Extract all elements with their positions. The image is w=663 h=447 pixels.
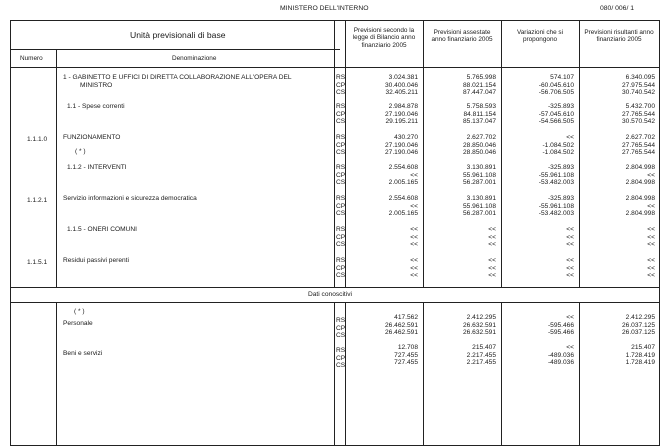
row-value: << [566,272,574,280]
row-code: RS [336,226,346,233]
row-label: 1.1.2 - INTERVENTI [67,164,127,171]
dati-code: CP [336,324,346,332]
row-value: -55.961.108 [538,171,574,179]
row-code: RS [336,195,346,202]
row-value: -325.893 [547,195,574,202]
numero-divider-lower [56,302,57,445]
row-label: ( * ) [75,148,86,155]
row-code: CS [336,241,346,249]
dati-value: 2.412.295 [466,314,496,321]
dati-value: << [566,344,574,351]
page-code: 080/ 006/ 1 [600,5,635,12]
row-value: << [647,264,655,272]
row-value: 2.554.608 [388,164,418,171]
row-value: << [647,272,655,280]
row-code: RS [336,134,346,141]
row-value: << [647,226,655,233]
dati-value: 2.217.455 [466,351,496,359]
row-value: << [488,272,496,280]
row-value: -57.045.610 [538,110,574,118]
row-value: -54.566.505 [538,118,574,126]
header-bottom-border [10,67,660,68]
row-value: 30.400.046 [384,81,418,89]
row-code: RS [336,257,346,264]
dati-value: 26.632.591 [462,329,496,337]
row-code: RS [336,103,346,110]
row-label: 1.1.5 - ONERI COMUNI [67,226,137,233]
dati-code: CS [336,362,346,370]
row-value: 430.270 [394,134,418,141]
dati-value: 1.728.419 [625,359,655,367]
dati-title-border [10,302,660,303]
row-value: 27.765.544 [621,149,655,157]
row-code: CS [336,272,346,280]
row-value: << [647,241,655,249]
row-value: 27.975.544 [621,81,655,89]
row-value: 85.137.047 [462,118,496,126]
row-value: << [488,233,496,241]
col4-header: Previsioni risultanti anno finanziario 2005 [584,29,654,44]
row-value: 3.024.381 [388,74,418,81]
unit-title: Unità previsionali di base [130,30,226,40]
row-label: Servizio informazioni e sicurezza democratica [63,195,197,202]
dati-value: 2.217.455 [466,359,496,367]
dati-value: 727.455 [394,351,418,359]
dati-code: RS [336,347,346,354]
row-value: 56.287.001 [462,210,496,218]
code-divider [334,20,335,287]
dati-label: Personale [63,320,93,327]
row-value: << [410,241,418,249]
dati-value: 26.462.591 [384,321,418,329]
numero-header: Numero [20,55,43,62]
col1-header: Previsioni secondo la legge di Bilancio anno finanziario 2005 [352,27,416,49]
row-code: CP [336,110,346,118]
numero-divider [56,49,57,287]
row-code: RS [336,164,346,171]
dati-value: -595.466 [547,329,574,337]
row-value: << [566,233,574,241]
row-value: 2.554.608 [388,195,418,202]
row-value: 56.287.001 [462,179,496,187]
dati-note: ( * ) [74,308,85,315]
right-border [659,20,660,445]
row-value: << [410,272,418,280]
row-value: 2.005.165 [388,210,418,218]
row-value: 87.447.047 [462,89,496,97]
left-border [10,20,11,445]
dati-code: CP [336,354,346,362]
row-value: 32.405.211 [385,89,418,97]
row-value: -1.084.502 [542,149,574,157]
col3-header: Variazioni che si propongono [516,29,564,44]
row-code: CS [336,149,346,157]
denominazione-header: Denominazione [172,55,217,62]
row-value: << [566,134,574,141]
dati-value: 26.037.125 [621,321,655,329]
row-value: 27.765.544 [621,141,655,149]
row-value: 84.811.154 [463,110,496,118]
dati-code: CS [336,332,346,340]
row-value: 2.804.998 [625,195,655,202]
row-value: 88.021.154 [462,81,496,89]
dati-title: Dati conoscitivi [308,291,352,298]
row-value: << [410,233,418,241]
row-value: 2.627.702 [625,134,655,141]
dati-value: 26.037.125 [621,329,655,337]
row-value: 27.190.046 [384,110,418,118]
row-label: 1.1 - Spese correnti [67,103,125,110]
row-value: << [488,241,496,249]
row-code: CP [336,264,346,272]
dati-code: RS [336,317,346,324]
row-code: CS [336,179,346,187]
row-value: -60.045.610 [538,81,574,89]
dati-value: -489.036 [547,351,574,359]
row-value: 55.961.108 [462,202,496,210]
unit-title-divider [10,49,340,50]
row-code: CP [336,81,346,89]
ministry-title: MINISTERO DELL'INTERNO [280,5,369,12]
row-value: -1.084.502 [542,141,574,149]
row-value: 574.107 [550,74,574,81]
row-value: -325.893 [547,103,574,110]
row-number: 1.1.2.1 [27,197,48,204]
row-label: FUNZIONAMENTO [63,134,121,141]
row-value: << [647,233,655,241]
row-value: 28.850.046 [462,149,496,157]
row-code: CS [336,210,346,218]
row-value: 5.432.700 [625,103,655,110]
row-code: CP [336,141,346,149]
row-value: 55.961.108 [462,171,496,179]
row-value: << [488,226,496,233]
dati-value: 26.462.591 [384,329,418,337]
row-value: 3.130.891 [466,195,496,202]
row-value: 27.765.544 [621,110,655,118]
dati-value: 1.728.419 [625,351,655,359]
row-value: -56.706.505 [538,89,574,97]
dati-value: 12.708 [397,344,418,351]
row-value: 2.804.998 [625,210,655,218]
row-value: 2.804.998 [625,179,655,187]
row-value: 5.758.593 [466,103,496,110]
row-value: << [647,202,655,210]
row-value: 2.804.998 [625,164,655,171]
dati-value: << [566,314,574,321]
row-value: -325.893 [547,164,574,171]
row-value: 6.340.095 [625,74,655,81]
row-value: << [647,171,655,179]
table-top-border [10,20,660,21]
dati-value: 417.562 [394,314,418,321]
dati-top-border [10,287,660,288]
dati-value: 215.407 [631,344,655,351]
row-value: -53.482.003 [538,179,574,187]
row-value: 30.570.542 [621,118,655,126]
row-value: << [647,257,655,264]
row-number: 1.1.1.0 [27,136,48,143]
dati-value: -595.466 [547,321,574,329]
row-value: << [410,171,418,179]
row-code: CP [336,171,346,179]
row-value: << [566,226,574,233]
row-label: Residui passivi perenti [63,257,129,264]
row-value: << [566,264,574,272]
row-value: << [410,264,418,272]
row-value: 2.005.165 [388,179,418,187]
row-value: << [410,226,418,233]
col2-header: Previsioni assestate anno finanziario 2005 [431,29,493,44]
row-number: 1.1.5.1 [27,259,48,266]
row-value: << [566,241,574,249]
row-value: << [410,257,418,264]
code-divider-lower [334,302,335,445]
row-value: 27.190.046 [384,149,418,157]
row-value: 5.765.998 [466,74,496,81]
row-value: 2.984.878 [388,103,418,110]
row-value: -53.482.003 [538,210,574,218]
row-label: MINISTRO [80,82,113,89]
row-value: << [566,257,574,264]
row-label: 1 - GABINETTO E UFFICI DI DIRETTA COLLABORAZIONE ALL'OPERA DEL [63,74,292,81]
row-value: 28.850.046 [462,141,496,149]
dati-value: 727.455 [394,359,418,367]
row-value: -55.961.108 [538,202,574,210]
row-code: CS [336,118,346,126]
dati-value: 26.632.591 [462,321,496,329]
row-value: 30.740.542 [621,89,655,97]
row-value: 2.627.702 [466,134,496,141]
row-code: CP [336,202,346,210]
dati-value: -489.036 [547,359,574,367]
table-bottom-border [10,445,660,446]
dati-value: 2.412.295 [625,314,655,321]
row-code: RS [336,74,346,81]
row-value: << [488,264,496,272]
row-value: << [488,257,496,264]
row-value: << [410,202,418,210]
row-code: CS [336,89,346,97]
row-value: 3.130.891 [466,164,496,171]
row-value: 27.190.046 [384,141,418,149]
row-value: 29.195.211 [385,118,418,126]
row-code: CP [336,233,346,241]
dati-label: Beni e servizi [63,350,103,357]
dati-value: 215.407 [472,344,496,351]
